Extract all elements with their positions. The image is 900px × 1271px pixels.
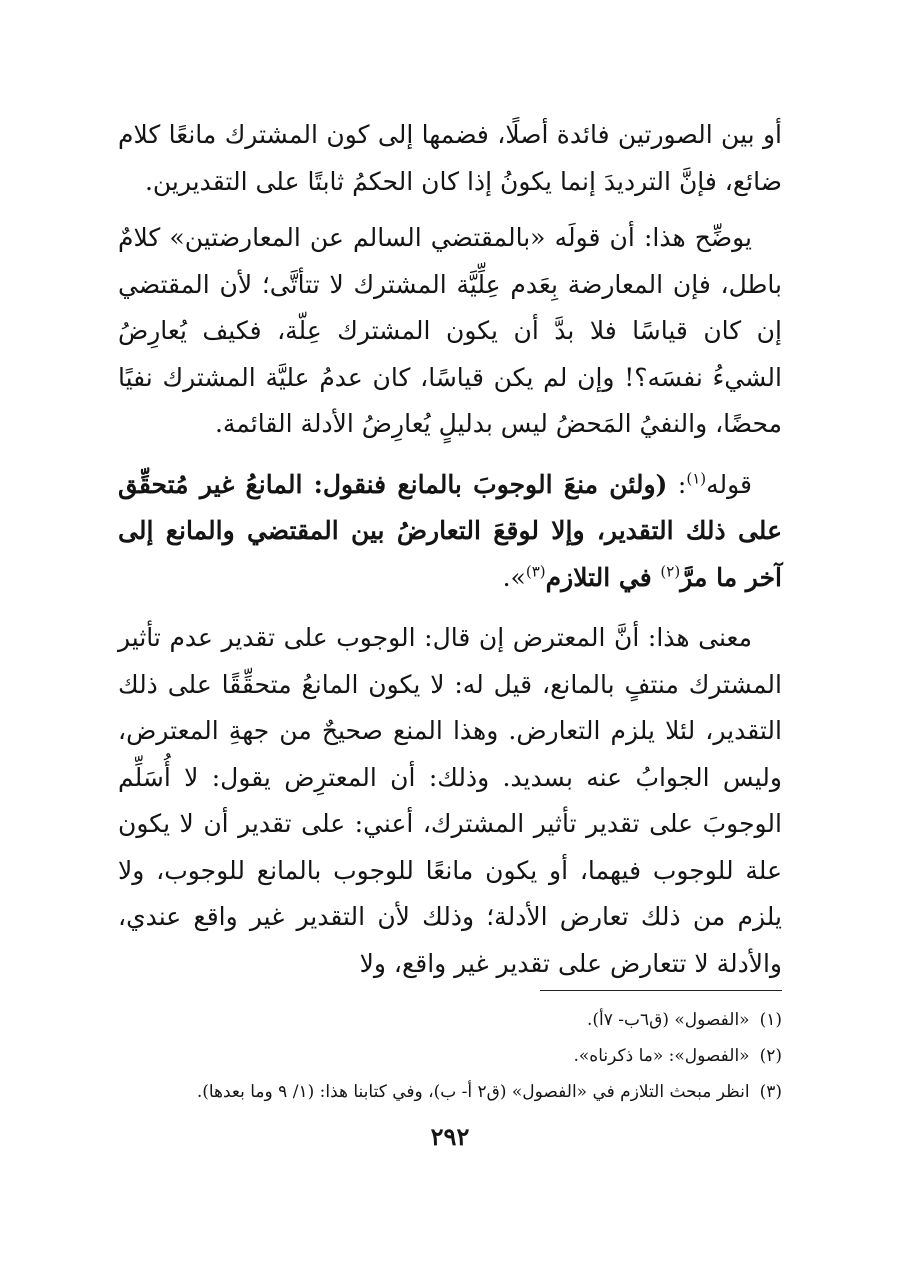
quote-colon: : (667, 469, 687, 499)
footnotes (118, 1002, 782, 1110)
footnote-2 (118, 1038, 782, 1074)
quote-text-a: (ولئن منعَ الوجوبَ بالمانع فنقول: المانعُ غير مُتحقِّق على ذلك التقدير، وإلا لوقعَ التعارضُ بين المقتضي والمانع إلى آخر ما مرَّ (118, 469, 782, 592)
page-number: ٢٩٢ (430, 1122, 470, 1151)
footnote-3 (118, 1074, 782, 1110)
paragraph-2: يوضِّح هذا: أن قولَه «بالمقتضي السالم عن المعارضتين» كلامٌ باطل، فإن المعارضة بِعَدم عِلِّيَّة المشترك لا تتأتَّى؛ لأن المقتضي إن كان قياسًا فلا بدَّ أن يكون المشترك عِلّة، فكيف يُعارِضُ الشيءُ نفسَه؟! وإن لم يكن قياسًا، كان عدمُ عليَّة المشترك نفيًا محضًا، والنفيُ المَحضُ ليس بدليلٍ يُعارِضُ الأدلة القائمة. (118, 223, 782, 438)
main-text (118, 112, 782, 987)
quoted-paragraph (118, 462, 782, 602)
quote-text-c: ». (502, 562, 526, 592)
quote-text-b: في التلازم (545, 562, 661, 592)
paragraph-1: أو بين الصورتين فائدة أصلًا، فضمها إلى كون المشترك مانعًا كلام ضائع، فإنَّ الترديدَ إنما يكونُ إذا كان الحكمُ ثابتًا على التقديرين. (118, 120, 782, 196)
footnote-number: (١) (759, 1010, 782, 1030)
footnote-ref-2: (٢) (660, 562, 681, 581)
footnote-number: (٢) (759, 1046, 782, 1066)
footnote-text: «الفصول»: «ما ذكرناه». (573, 1046, 750, 1066)
footnote-ref-3: (٣) (525, 562, 546, 581)
footnote-divider (540, 990, 782, 991)
footnote-number: (٣) (759, 1082, 782, 1102)
footnote-text: «الفصول» (ق٦ب- ٧أ). (586, 1010, 750, 1030)
paragraph-3: معنى هذا: أنَّ المعترض إن قال: الوجوب على تقدير عدم تأثير المشترك منتفٍ بالمانع، قيل له: لا يكون المانعُ متحقِّقًا على ذلك التقدير، لئلا يلزم التعارض. وهذا المنع صحيحٌ من جهةِ المعترض، وليس الجوابُ عنه بسديد. وذلك: أن المعترِض يقول: لا أُسَلِّم الوجوبَ على تقدير تأثير المشترك، أعني: على تقدير أن لا يكون علة للوجوب فيهما، أو يكون مانعًا للوجوب بالمانع للوجوب، ولا يلزم من ذلك تعارض الأدلة؛ وذلك لأن التقدير غير واقع عندي، والأدلة لا تتعارض على تقدير غير واقع، ولا (118, 623, 782, 978)
footnote-text: انظر مبحث التلازم في «الفصول» (ق٢ أ- ب)، وفي كتابنا هذا: (١/ ٩ وما بعدها). (196, 1082, 750, 1102)
footnote-1 (118, 1002, 782, 1038)
footnote-ref-1: (١) (686, 469, 707, 488)
quote-lead: قوله (706, 469, 752, 499)
